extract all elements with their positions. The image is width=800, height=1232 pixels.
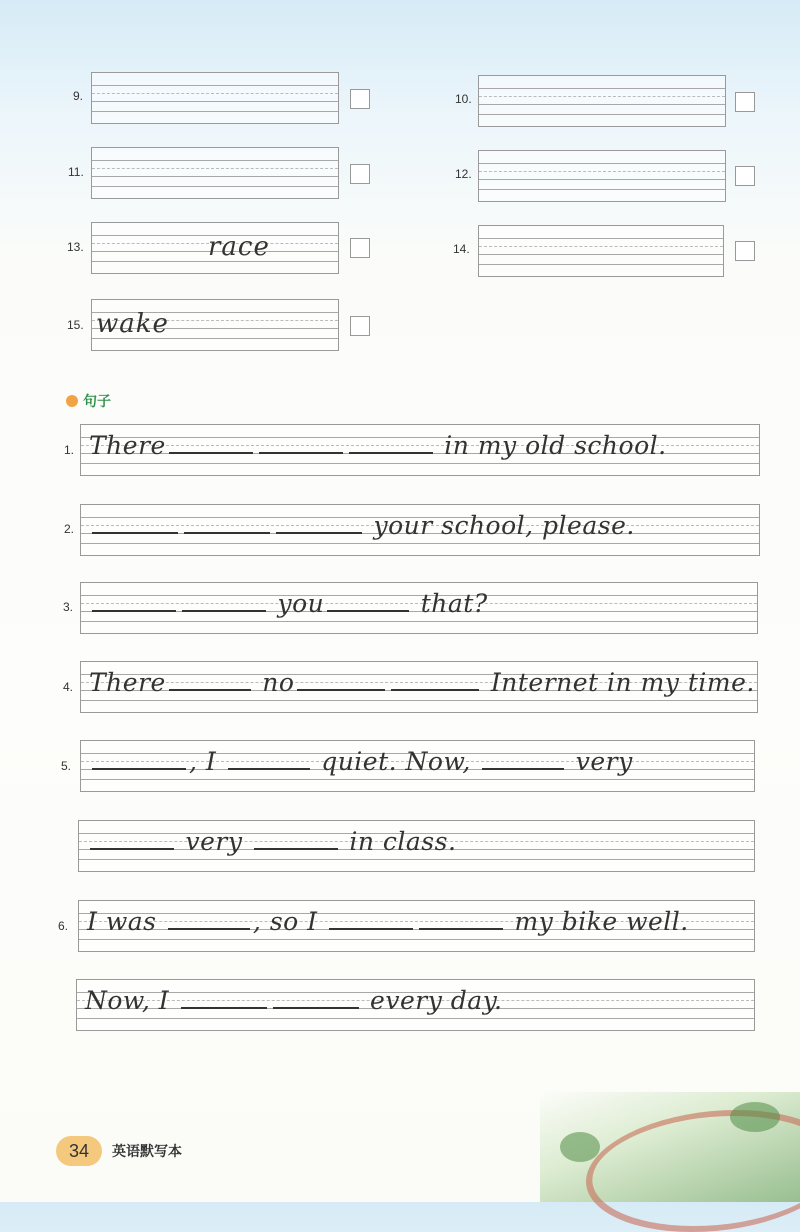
checkbox-11[interactable] xyxy=(350,164,370,184)
item-number: 9. xyxy=(73,89,84,103)
section-header-sentences xyxy=(66,391,111,411)
word-writing-box-11[interactable] xyxy=(91,147,339,199)
sentence-text: you xyxy=(277,589,325,618)
sentence-text: I was xyxy=(87,907,157,936)
checkbox-9[interactable] xyxy=(350,89,370,109)
section-label: 句子 xyxy=(83,394,111,410)
item-number: 14. xyxy=(453,242,470,256)
sentence-text: very xyxy=(575,747,633,776)
sentence-number: 1. xyxy=(64,443,75,457)
sentence-number: 4. xyxy=(63,680,74,694)
sentence-text: , I xyxy=(189,747,217,776)
sentence-writing-box-5-continued[interactable] xyxy=(78,820,755,872)
item-number: 13. xyxy=(67,240,84,254)
background-schoolyard-illustration xyxy=(540,1092,800,1202)
item-number: 15. xyxy=(67,318,84,332)
sentence-text: quiet. Now, xyxy=(321,747,471,776)
word-writing-box-9[interactable] xyxy=(91,72,339,124)
sentence-text: your school, please. xyxy=(373,511,635,540)
word-writing-box-14[interactable] xyxy=(478,225,724,277)
sentence-number: 6. xyxy=(58,919,69,933)
sentence-text: , so I xyxy=(252,907,318,936)
checkbox-13[interactable] xyxy=(350,238,370,258)
sentence-text: my bike well. xyxy=(514,907,689,936)
sentence-writing-box-5[interactable] xyxy=(80,740,755,792)
sentence-text: very xyxy=(185,827,243,856)
sentence-text: Internet in my time. xyxy=(490,668,755,697)
sentence-line xyxy=(85,986,750,1015)
sentence-text: that? xyxy=(420,589,488,618)
checkbox-12[interactable] xyxy=(735,166,755,186)
word-answer-15: wake xyxy=(96,309,169,339)
word-writing-box-10[interactable] xyxy=(478,75,726,127)
sentence-number: 2. xyxy=(64,522,75,536)
word-writing-box-13[interactable] xyxy=(91,222,339,274)
word-writing-box-12[interactable] xyxy=(478,150,726,202)
sentence-text: There xyxy=(89,431,166,460)
sentence-line xyxy=(89,668,753,697)
sentence-text: every day. xyxy=(370,986,503,1015)
sentence-writing-box-2[interactable] xyxy=(80,504,760,556)
sentence-number: 3. xyxy=(63,600,74,614)
sentence-text: Now, I xyxy=(85,986,170,1015)
sentence-line xyxy=(89,747,750,776)
sentence-text: in my old school. xyxy=(444,431,667,460)
word-answer-13: race xyxy=(208,232,270,262)
sentence-text: no xyxy=(262,668,295,697)
item-number: 10. xyxy=(455,92,472,106)
sentence-line xyxy=(89,589,753,618)
sentence-writing-box-4[interactable] xyxy=(80,661,758,713)
bullet-dot-icon xyxy=(66,395,78,407)
checkbox-14[interactable] xyxy=(735,241,755,261)
sentence-number: 5. xyxy=(61,759,72,773)
sentence-line xyxy=(89,511,755,540)
book-title: 英语默写本 xyxy=(112,1144,182,1160)
sentence-writing-box-6-continued[interactable] xyxy=(76,979,755,1031)
sentence-line xyxy=(89,431,755,460)
checkbox-10[interactable] xyxy=(735,92,755,112)
page-footer xyxy=(56,1136,182,1166)
item-number: 12. xyxy=(455,167,472,181)
sentence-text: There xyxy=(89,668,166,697)
page-number-badge: 34 xyxy=(56,1136,102,1166)
sentence-line xyxy=(87,827,750,856)
word-writing-box-15[interactable] xyxy=(91,299,339,351)
sentence-text: in class. xyxy=(349,827,457,856)
sentence-line xyxy=(87,907,750,936)
item-number: 11. xyxy=(68,165,84,179)
sentence-writing-box-6[interactable] xyxy=(78,900,755,952)
sentence-writing-box-3[interactable] xyxy=(80,582,758,634)
checkbox-15[interactable] xyxy=(350,316,370,336)
sentence-writing-box-1[interactable] xyxy=(80,424,760,476)
